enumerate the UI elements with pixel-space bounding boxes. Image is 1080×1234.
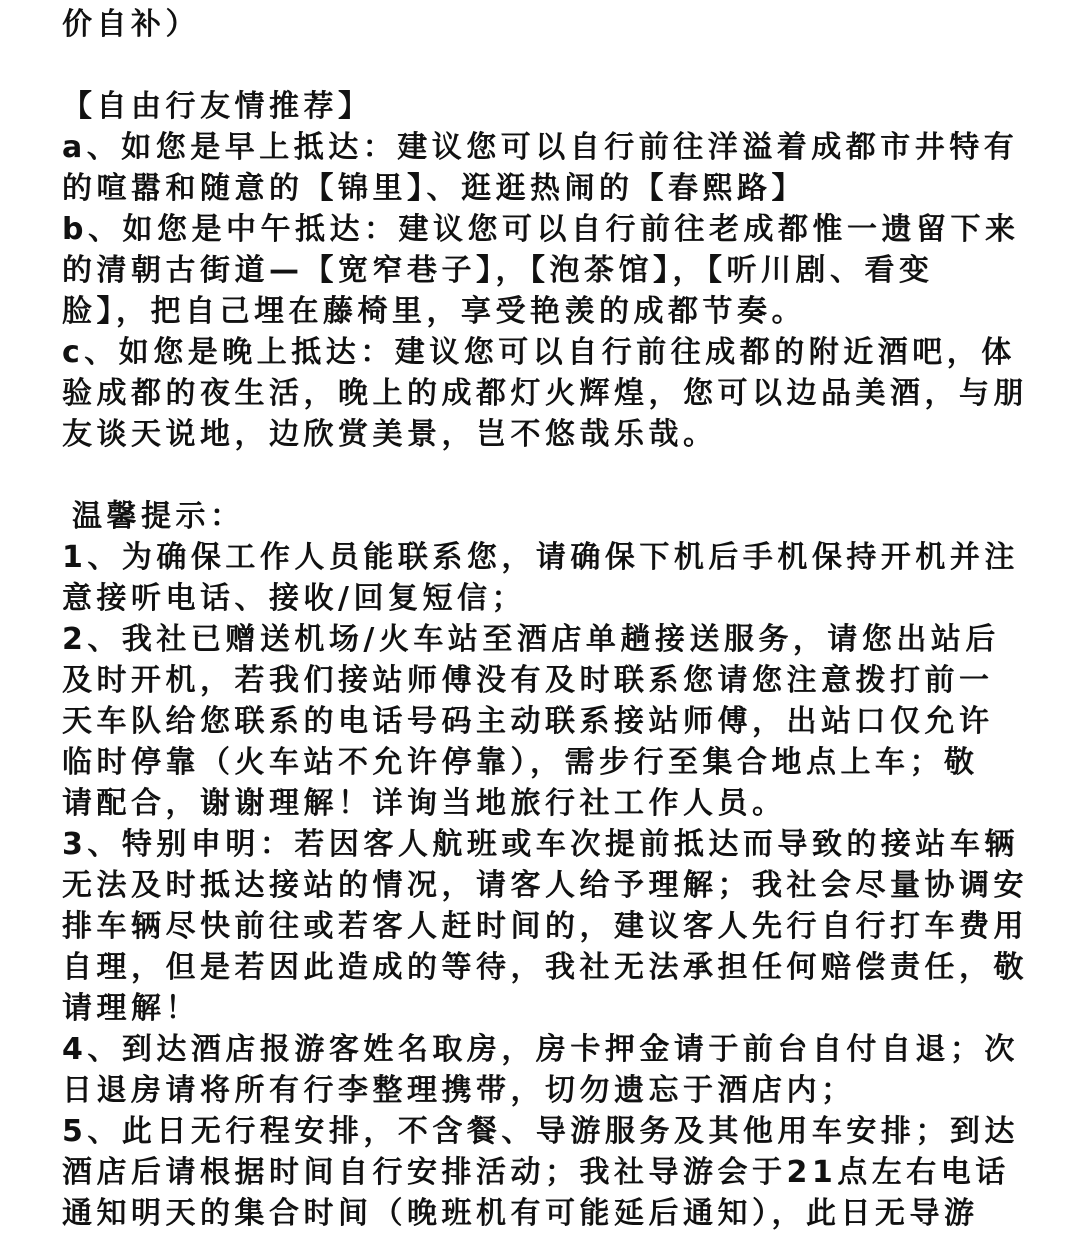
recommend-line: b、如您是中午抵达：建议您可以自行前往老成都惟一遗留下来 xyxy=(62,212,1020,247)
tips-line: 5、此日无行程安排，不含餐、导游服务及其他用车安排；到达 xyxy=(62,1114,1019,1149)
paragraph-gap xyxy=(62,455,1052,496)
tips-line: 请配合，谢谢理解！详询当地旅行社工作人员。 xyxy=(62,786,787,821)
paragraph-gap xyxy=(62,45,1052,86)
tips-line: 4、到达酒店报游客姓名取房，房卡押金请于前台自付自退；次 xyxy=(62,1032,1019,1067)
tips-line: 排车辆尽快前往或若客人赶时间的，建议客人先行自行打车费用 xyxy=(62,909,1028,944)
tips-line: 通知明天的集合时间（晚班机有可能延后通知），此日无导游 xyxy=(62,1196,979,1231)
tips-line: 3、特别申明：若因客人航班或车次提前抵达而导致的接站车辆 xyxy=(62,827,1019,862)
tips-line: 天车队给您联系的电话号码主动联系接站师傅，出站口仅允许 xyxy=(62,704,994,739)
tips-line: 无法及时抵达接站的情况，请客人给予理解；我社会尽量协调安 xyxy=(62,868,1028,903)
recommend-line: 脸】，把自己埋在藤椅里，享受艳羡的成都节奏。 xyxy=(62,294,806,329)
recommend-heading: 【自由行友情推荐】 xyxy=(62,89,373,124)
tips-section xyxy=(62,496,1052,1234)
intro-tail-line: 价自补） xyxy=(62,7,200,42)
tips-heading: 温馨提示： xyxy=(72,499,245,534)
tips-line: 及时开机，若我们接站师傅没有及时联系您请您注意拨打前一 xyxy=(62,663,994,698)
recommend-line: 友谈天说地，边欣赏美景，岂不悠哉乐哉。 xyxy=(62,417,718,452)
tips-line: 日退房请将所有行李整理携带，切勿遗忘于酒店内； xyxy=(62,1073,856,1108)
recommend-line: a、如您是早上抵达：建议您可以自行前往洋溢着成都市井特有 xyxy=(62,130,1019,165)
recommend-line: 验成都的夜生活，晚上的成都灯火辉煌，您可以边品美酒，与朋 xyxy=(62,376,1028,411)
tips-line: 意接听电话、接收/回复短信； xyxy=(62,581,526,616)
tips-line: 临时停靠（火车站不允许停靠），需步行至集合地点上车；敬 xyxy=(62,745,979,780)
recommend-line: 的清朝古街道—【宽窄巷子】，【泡茶馆】，【听川剧、看变 xyxy=(62,253,934,288)
tips-line: 酒店后请根据时间自行安排活动；我社导游会于21点左右电话 xyxy=(62,1155,1010,1190)
recommend-line: 的喧嚣和随意的【锦里】、逛逛热闹的【春熙路】 xyxy=(62,171,806,206)
recommend-section xyxy=(62,86,1052,455)
tips-line: 请理解！ xyxy=(62,991,200,1026)
recommend-line: c、如您是晚上抵达：建议您可以自行前往成都的附近酒吧，体 xyxy=(62,335,1016,370)
tips-line: 2、我社已赠送机场/火车站至酒店单趟接送服务，请您出站后 xyxy=(62,622,1000,657)
document-body xyxy=(62,0,1052,1234)
tips-line: 自理，但是若因此造成的等待，我社无法承担任何赔偿责任，敬 xyxy=(62,950,1028,985)
tips-line: 1、为确保工作人员能联系您，请确保下机后手机保持开机并注 xyxy=(62,540,1019,575)
